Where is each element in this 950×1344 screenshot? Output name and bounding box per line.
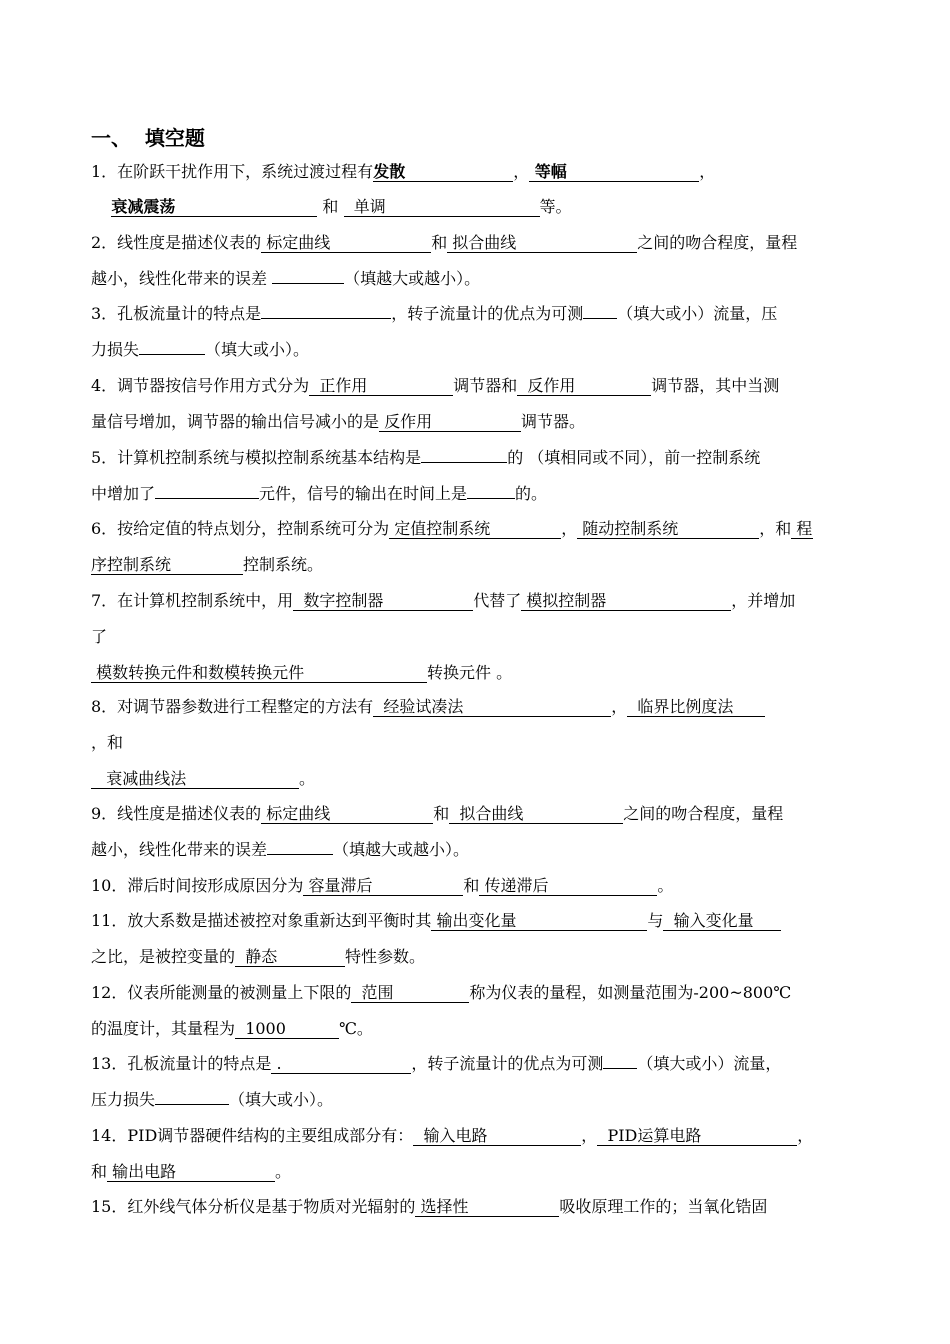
question-text: ， (699, 162, 716, 181)
question-text: 调节器和 (453, 376, 518, 395)
question-7-line-3 (91, 662, 512, 684)
answer-blank: 传递滞后 (479, 876, 657, 896)
question-3-line-2 (91, 339, 309, 361)
empty-blank (421, 462, 507, 463)
answer-blank: 衰减曲线法 (91, 769, 299, 789)
answer-blank: 定值控制系统 (389, 519, 561, 539)
answer-blank: . (271, 1054, 411, 1074)
question-text: 控制系统。 (243, 555, 324, 574)
question-text: 14．PID调节器硬件结构的主要组成部分有： (91, 1126, 414, 1145)
question-text: ， (581, 1126, 598, 1145)
question-text: 和 (317, 197, 344, 216)
question-12-line-1 (91, 982, 791, 1004)
empty-blank (155, 1104, 229, 1105)
question-text: ， (797, 1126, 814, 1145)
question-text: 。 (299, 769, 316, 788)
question-8-line-2 (91, 732, 123, 754)
question-text: 称为仪表的量程，如测量范围为-200~800℃ (469, 983, 792, 1002)
answer-blank: 程 (791, 519, 813, 538)
empty-blank (267, 854, 333, 855)
question-7-line-1 (91, 590, 795, 612)
answer-blank: 1000 (235, 1019, 339, 1039)
question-text: （填大或小）流量，压 (617, 304, 778, 323)
question-8-line-1 (91, 696, 765, 718)
question-text: 越小，线性化带来的误差 (91, 269, 273, 288)
question-13-line-2 (91, 1089, 333, 1111)
question-text: 。 (275, 1162, 292, 1181)
question-text: （填越大或越小）。 (333, 840, 470, 859)
question-14-line-1 (91, 1125, 813, 1147)
question-text: 的 （填相同或不同），前一控制系统 (507, 448, 761, 467)
answer-blank: 拟合曲线 (447, 233, 637, 253)
answer-blank: 临界比例度法 (627, 697, 765, 717)
question-text: ， (561, 519, 578, 538)
question-text: 中增加了 (91, 484, 156, 503)
answer-blank: 输出变化量 (431, 911, 647, 931)
question-text: 和 (433, 804, 450, 823)
empty-blank (272, 283, 344, 284)
question-14-line-2 (91, 1161, 291, 1183)
question-text: 10．滞后时间按形成原因分为 (91, 876, 304, 895)
answer-blank: 等幅 (529, 162, 699, 182)
question-4-line-2 (91, 411, 585, 433)
question-text: 1．在阶跃干扰作用下，系统过渡过程有 (91, 162, 374, 181)
answer-blank: 选择性 (415, 1197, 559, 1217)
question-9-line-1 (91, 803, 783, 825)
answer-blank: 数字控制器 (293, 591, 473, 611)
question-text: （填大或小）。 (229, 1090, 334, 1109)
question-4-line-1 (91, 375, 779, 397)
answer-blank: 拟合曲线 (449, 804, 623, 824)
answer-blank: 标定曲线 (261, 233, 431, 253)
question-8-line-3 (91, 768, 315, 790)
answer-blank: 衰减震荡 (111, 197, 317, 217)
question-9-line-2 (91, 839, 469, 861)
question-text: 8．对调节器参数进行工程整定的方法有 (91, 697, 374, 716)
question-text: ， (513, 162, 530, 181)
question-text: 。 (657, 876, 674, 895)
question-text: 2．线性度是描述仪表的 (91, 233, 262, 252)
empty-blank (467, 498, 515, 499)
question-text: 4．调节器按信号作用方式分为 (91, 376, 310, 395)
answer-blank: 正作用 (309, 376, 453, 396)
question-text: 和 (91, 1162, 108, 1181)
question-13-line-1 (91, 1053, 781, 1075)
question-text: 7．在计算机控制系统中，用 (91, 591, 294, 610)
question-text: 之比，是被控变量的 (91, 947, 236, 966)
question-text: 12．仪表所能测量的被测量上下限的 (91, 983, 352, 1002)
question-text: 转换元件 。 (427, 663, 513, 682)
question-text: 了 (91, 627, 108, 646)
answer-blank: 输入变化量 (663, 911, 781, 931)
question-text: 和 (463, 876, 480, 895)
question-12-line-2 (91, 1018, 373, 1040)
answer-blank: 模拟控制器 (521, 591, 731, 611)
question-3-line-1 (91, 303, 777, 325)
question-text: 6．按给定值的特点划分，控制系统可分为 (91, 519, 390, 538)
question-text: 调节器，其中当测 (651, 376, 780, 395)
empty-blank (603, 1068, 637, 1069)
answer-blank: 范围 (351, 983, 469, 1003)
question-7-line-2 (91, 626, 107, 648)
answer-blank: 经验试凑法 (373, 697, 611, 717)
empty-blank (583, 318, 617, 319)
answer-blank: 静态 (235, 947, 345, 967)
answer-blank: 模数转换元件和数模转换元件 (91, 663, 427, 683)
answer-blank: 序控制系统 (91, 555, 243, 575)
question-11-line-2 (91, 946, 425, 968)
question-6-line-2 (91, 554, 323, 576)
question-6-line-1 (91, 518, 813, 540)
question-text (91, 197, 111, 216)
answer-blank: PID运算电路 (597, 1126, 797, 1146)
question-text: 13．孔板流量计的特点是 (91, 1054, 272, 1073)
question-10-line-1 (91, 875, 673, 897)
question-2-line-2 (91, 268, 480, 290)
question-text: 压力损失 (91, 1090, 156, 1109)
question-text: 越小，线性化带来的误差 (91, 840, 268, 859)
question-1-line-2 (91, 196, 572, 218)
question-text: 11．放大系数是描述被控对象重新达到平衡时其 (91, 911, 432, 930)
answer-blank: 反作用 (517, 376, 651, 396)
answer-blank: 标定曲线 (261, 804, 433, 824)
section-title: 一、 填空题 (91, 126, 205, 150)
answer-blank: 发散 (373, 162, 513, 182)
question-5-line-2 (91, 483, 547, 505)
question-text: （填越大或越小）。 (344, 269, 481, 288)
question-text: 之间的吻合程度，量程 (623, 804, 784, 823)
question-text: 量信号增加，调节器的输出信号减小的是 (91, 412, 380, 431)
question-text: ， (611, 697, 628, 716)
question-5-line-1 (91, 447, 760, 469)
question-15-line-1 (91, 1196, 767, 1218)
question-text: ，并增加 (731, 591, 796, 610)
empty-blank (139, 354, 205, 355)
answer-blank: 输出电路 (107, 1162, 275, 1182)
question-2-line-1 (91, 232, 797, 254)
question-text: （填大或小）。 (205, 340, 310, 359)
answer-blank: 输入电路 (413, 1126, 581, 1146)
answer-blank: 容量滞后 (303, 876, 463, 896)
answer-blank: 随动控制系统 (577, 519, 759, 539)
empty-blank (261, 318, 391, 319)
question-text: 代替了 (473, 591, 522, 610)
question-text: ，转子流量计的优点为可测 (411, 1054, 604, 1073)
question-text: 调节器。 (521, 412, 586, 431)
question-text: 5．计算机控制系统与模拟控制系统基本结构是 (91, 448, 422, 467)
question-text: 力损失 (91, 340, 140, 359)
empty-blank (155, 498, 259, 499)
question-text: 之间的吻合程度，量程 (637, 233, 798, 252)
question-text: 等。 (539, 197, 572, 216)
question-text: 的温度计，其量程为 (91, 1019, 236, 1038)
question-text: 的。 (515, 484, 548, 503)
answer-blank: 反作用 (379, 412, 521, 432)
question-text: 吸收原理工作的；当氧化锆固 (559, 1197, 768, 1216)
question-text: 元件，信号的输出在时间上是 (259, 484, 468, 503)
question-text: 15．红外线气体分析仪是基于物质对光辐射的 (91, 1197, 416, 1216)
question-11-line-1 (91, 910, 781, 932)
question-text: 9．线性度是描述仪表的 (91, 804, 262, 823)
question-text: 与 (647, 911, 664, 930)
question-text: 和 (431, 233, 448, 252)
question-text: 3．孔板流量计的特点是 (91, 304, 262, 323)
question-text: （填大或小）流量， (637, 1054, 782, 1073)
question-text: ，和 (759, 519, 792, 538)
question-text: ，转子流量计的优点为可测 (391, 304, 584, 323)
question-text: ，和 (91, 733, 124, 752)
answer-blank: 单调 (344, 197, 540, 217)
question-1-line-1 (91, 161, 715, 183)
question-text: ℃。 (339, 1019, 373, 1038)
question-text: 特性参数。 (345, 947, 426, 966)
